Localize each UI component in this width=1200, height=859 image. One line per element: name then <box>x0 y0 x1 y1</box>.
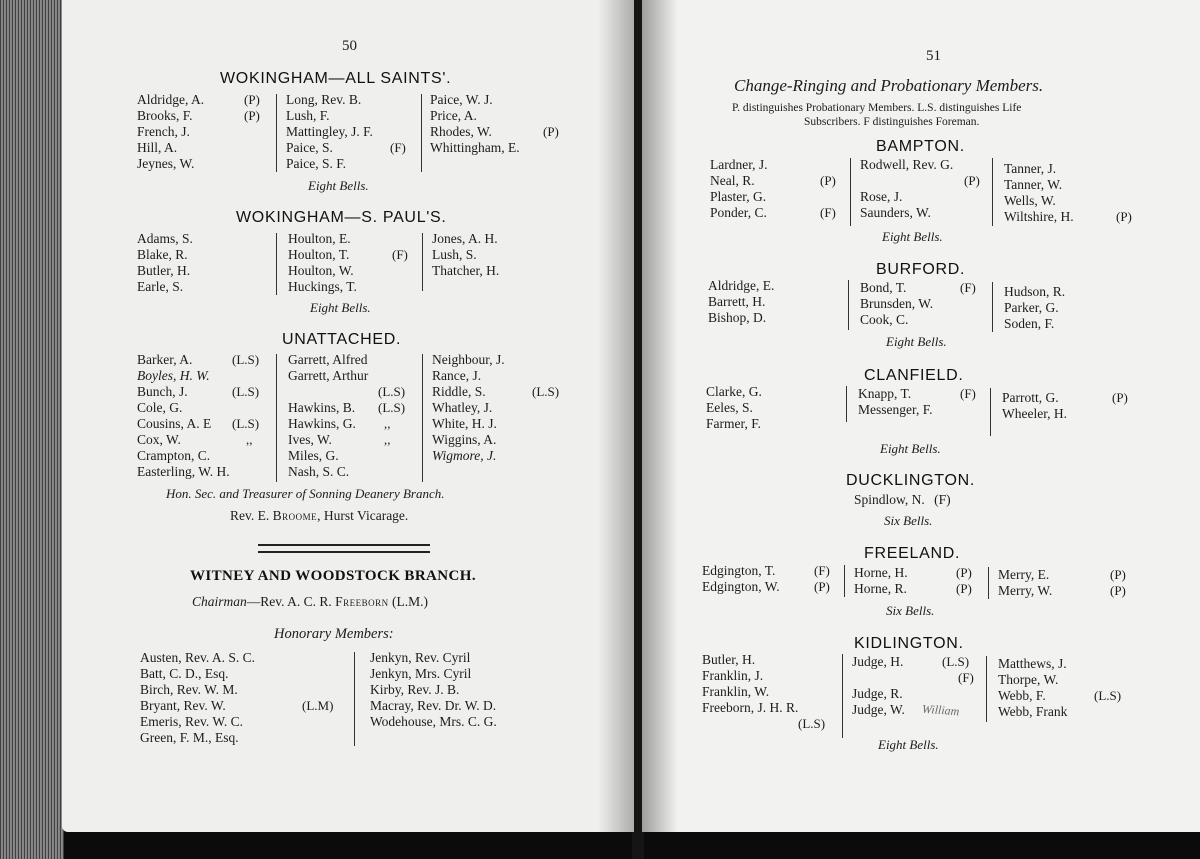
all-saints-col2 <box>286 92 373 172</box>
member-name: Thorpe, W. <box>998 672 1059 687</box>
bells-note: Eight Bells. <box>878 737 939 752</box>
member-name: Wells, W. <box>1004 193 1056 208</box>
member-name: Lardner, J. <box>710 157 768 172</box>
column-divider <box>986 656 987 722</box>
member-name: Freeborn, J. H. R. <box>702 700 799 715</box>
ducklington-member <box>854 492 951 508</box>
member-name: Judge, H. <box>852 654 904 669</box>
member-name: Plaster, G. <box>710 189 767 204</box>
column-divider <box>848 280 849 330</box>
column-divider <box>844 565 845 597</box>
member-name: Butler, H. <box>137 263 191 278</box>
member-name: Wheeler, H. <box>1002 406 1068 421</box>
freeland-col2 <box>854 565 908 597</box>
member-name: Bryant, Rev. W. <box>140 698 226 713</box>
section-title-kidlington: KIDLINGTON. <box>854 635 964 652</box>
column-divider <box>276 94 277 172</box>
member-name: White, H. J. <box>432 416 497 431</box>
member-name: Adams, S. <box>137 231 193 246</box>
unattached-col2-marks <box>378 384 405 448</box>
member-name: Cousins, A. E <box>137 416 212 431</box>
clanfield-col3-mark: (P) <box>1112 390 1128 405</box>
member-name: Garrett, Arthur <box>288 368 369 383</box>
all-saints-col3-mark: (P) <box>543 124 559 139</box>
left-page <box>62 0 634 832</box>
page-number-left: 50 <box>342 38 357 54</box>
column-divider <box>276 354 277 482</box>
member-name: Houlton, W. <box>288 263 354 278</box>
member-name: Ives, W. <box>288 432 332 447</box>
column-divider <box>850 158 851 226</box>
chairman-name-pre: —Rev. A. C. R. <box>246 594 332 609</box>
member-name: Hawkins, G. <box>288 416 356 431</box>
chairman-label: Chairman <box>192 594 247 609</box>
bampton-col1 <box>710 157 768 221</box>
member-name: Clarke, G. <box>706 384 762 399</box>
column-divider <box>992 282 993 332</box>
freeland-col2-marks <box>956 565 972 597</box>
member-name: Edgington, W. <box>702 579 780 594</box>
member-name: Aldridge, A. <box>137 92 205 107</box>
member-name: Emeris, Rev. W. C. <box>140 714 243 729</box>
member-name: Hawkins, B. <box>288 400 356 415</box>
hon-sec-note: Hon. Sec. and Treasurer of Sonning Deanery Branch. <box>166 486 445 501</box>
member-name: Parker, G. <box>1004 300 1059 315</box>
member-name: Matthews, J. <box>998 656 1067 671</box>
member-name: Soden, F. <box>1004 316 1055 331</box>
unattached-col3-mark: (L.S) <box>532 384 560 399</box>
hon-sec-name-pre: Rev. E. <box>230 508 270 523</box>
member-name: Lush, S. <box>432 247 477 262</box>
member-name: Nash, S. C. <box>288 464 350 479</box>
member-name: Rance, J. <box>432 368 482 383</box>
member-name: Barrett, H. <box>708 294 766 309</box>
honorary-col2 <box>370 650 497 730</box>
member-name: Miles, G. <box>288 448 339 463</box>
kidlington-col2-marks <box>942 654 974 686</box>
st-pauls-col3 <box>432 231 499 279</box>
member-mark: (P) <box>244 92 260 107</box>
member-name: Jeynes, W. <box>137 156 195 171</box>
member-name: Jenkyn, Mrs. Cyril <box>370 666 472 681</box>
page-number-right: 51 <box>926 48 941 64</box>
member-name: Barker, A. <box>137 352 193 367</box>
member-name: Webb, Frank <box>998 704 1068 719</box>
member-name: Wodehouse, Mrs. C. G. <box>370 714 497 729</box>
member-name: Kirby, Rev. J. B. <box>370 682 460 697</box>
unattached-col2 <box>288 352 368 480</box>
clanfield-col2 <box>858 386 933 418</box>
member-name: Thatcher, H. <box>432 263 500 278</box>
hon-sec-name <box>230 508 408 524</box>
kidlington-col3 <box>998 656 1067 720</box>
section-title-bampton: BAMPTON. <box>876 138 965 155</box>
member-name: Hill, A. <box>137 140 178 155</box>
freeland-col1-marks <box>814 563 830 595</box>
member-name: Easterling, W. H. <box>137 464 230 479</box>
column-divider <box>354 652 355 746</box>
member-name: Bishop, D. <box>708 310 767 325</box>
chairman-mark: (L.M.) <box>392 594 429 609</box>
chairman-surname: Freeborn <box>335 594 389 609</box>
kidlington-col3-mark: (L.S) <box>1094 688 1122 703</box>
member-name: Bunch, J. <box>137 384 188 399</box>
member-mark: (P) <box>244 108 260 123</box>
all-saints-col1-marks <box>244 92 260 124</box>
member-mark <box>232 400 259 416</box>
gutter-shadow-left <box>598 0 634 832</box>
member-name: Paice, W. J. <box>430 92 493 107</box>
section-title-ducklington: DUCKLINGTON. <box>846 472 976 489</box>
gutter-shadow-right <box>642 0 678 832</box>
member-name: Birch, Rev. W. M. <box>140 682 238 697</box>
member-name: French, J. <box>137 124 190 139</box>
member-mark: (F) <box>820 205 836 220</box>
member-name: Rose, J. <box>860 189 903 204</box>
section-title-unattached: UNATTACHED. <box>282 331 402 348</box>
member-mark: (L.S) <box>378 384 406 399</box>
honorary-col1-mark: (L.M) <box>302 698 334 713</box>
hon-sec-surname: Broome <box>272 508 318 523</box>
member-name: Crampton, C. <box>137 448 211 463</box>
burford-col3 <box>1004 284 1065 332</box>
member-mark: ,, <box>384 432 391 447</box>
clanfield-col3 <box>1002 390 1067 422</box>
member-name: Garrett, Alfred <box>288 352 368 367</box>
st-pauls-col2-mark: (F) <box>392 247 408 262</box>
member-name: Merry, E. <box>998 567 1050 582</box>
burford-col2 <box>860 280 933 328</box>
unattached-col1 <box>137 352 230 480</box>
member-mark: (P) <box>956 581 972 596</box>
member-name: Messenger, F. <box>858 402 933 417</box>
member-name: Blake, R. <box>137 247 188 262</box>
column-divider <box>988 567 989 599</box>
member-name: Tanner, J. <box>1004 161 1057 176</box>
member-name: Price, A. <box>430 108 477 123</box>
member-name: Franklin, W. <box>702 684 770 699</box>
handwritten-annotation: William <box>921 701 960 719</box>
member-name: Long, Rev. B. <box>286 92 362 107</box>
clanfield-col2-mark: (F) <box>960 386 976 401</box>
member-name: Neighbour, J. <box>432 352 505 367</box>
unattached-col3 <box>432 352 505 464</box>
bells-note: Six Bells. <box>884 513 933 528</box>
member-name: Wiggins, A. <box>432 432 497 447</box>
member-name: Macray, Rev. Dr. W. D. <box>370 698 497 713</box>
member-name: Jenkyn, Rev. Cyril <box>370 650 471 665</box>
bampton-col2 <box>860 157 953 221</box>
member-name <box>288 384 368 400</box>
section-title-burford: BURFORD. <box>876 261 966 278</box>
member-mark: (L.S) <box>232 416 260 431</box>
member-mark: ,, <box>246 432 253 447</box>
bells-note: Six Bells. <box>886 603 935 618</box>
member-name: Butler, H. <box>702 652 756 667</box>
st-pauls-col2 <box>288 231 357 295</box>
member-name: Farmer, F. <box>706 416 761 431</box>
member-mark: (F) <box>934 492 951 507</box>
member-name: Eeles, S. <box>706 400 753 415</box>
column-divider <box>990 388 991 436</box>
clanfield-col1 <box>706 384 762 432</box>
unattached-col1-marks <box>232 352 259 448</box>
member-name <box>860 173 953 189</box>
book-page-edges <box>0 0 64 859</box>
honorary-col1 <box>140 650 255 746</box>
member-name: Rodwell, Rev. G. <box>860 157 954 172</box>
column-divider <box>992 158 993 226</box>
member-mark: (L.S) <box>232 352 260 367</box>
section-title-wokingham-all-saints: WOKINGHAM—ALL SAINTS'. <box>220 70 452 87</box>
section-title-freeland: FREELAND. <box>864 545 961 562</box>
member-mark: (L.S) <box>232 384 260 399</box>
header-note-line1: P. distinguishes Probationary Members. L.S. distinguishes Life <box>732 102 1022 114</box>
member-mark <box>820 189 836 205</box>
member-name: Paice, S. <box>286 140 333 155</box>
member-name: Webb, F. <box>998 688 1046 703</box>
section-title-clanfield: CLANFIELD. <box>864 367 964 384</box>
all-saints-col1 <box>137 92 204 172</box>
member-name: Riddle, S. <box>432 384 486 399</box>
bells-note: Eight Bells. <box>308 178 369 193</box>
member-mark: (P) <box>1110 583 1126 598</box>
all-saints-col2-mark: (F) <box>390 140 406 155</box>
member-name: Houlton, T. <box>288 247 350 262</box>
member-name: Brooks, F. <box>137 108 193 123</box>
member-name: Bond, T. <box>860 280 907 295</box>
bampton-col2-mark: (P) <box>964 173 980 188</box>
member-name: Tanner, W. <box>1004 177 1063 192</box>
member-name: Paice, S. F. <box>286 156 347 171</box>
kidlington-col1 <box>702 652 798 716</box>
member-mark: (F) <box>958 670 974 685</box>
bampton-col3-mark: (P) <box>1116 209 1132 224</box>
member-name: Knapp, T. <box>858 386 912 401</box>
member-mark: (L.S) <box>942 654 970 669</box>
bampton-col1-marks <box>820 173 836 221</box>
column-divider <box>276 233 277 295</box>
column-divider <box>846 386 847 422</box>
column-divider <box>422 233 423 291</box>
bells-note: Eight Bells. <box>880 441 941 456</box>
member-name: Wiltshire, H. <box>1004 209 1074 224</box>
section-title-witney-woodstock: WITNEY AND WOODSTOCK BRANCH. <box>190 568 476 584</box>
member-name: Batt, C. D., Esq. <box>140 666 229 681</box>
member-name: Boyles, H. W. <box>137 368 210 383</box>
member-name: Ponder, C. <box>710 205 767 220</box>
burford-col1 <box>708 278 774 326</box>
member-name: Whatley, J. <box>432 400 493 415</box>
column-divider <box>842 654 843 738</box>
column-divider <box>421 94 422 172</box>
column-divider <box>422 354 423 482</box>
member-name: Horne, R. <box>854 581 907 596</box>
member-name: Judge, R. <box>852 686 903 701</box>
member-name <box>852 670 905 686</box>
member-name: Earle, S. <box>137 279 184 294</box>
freeland-col1 <box>702 563 780 595</box>
st-pauls-col1 <box>137 231 193 295</box>
member-name: Merry, W. <box>998 583 1053 598</box>
member-mark: (L.S) <box>378 400 406 415</box>
member-mark: (P) <box>1110 567 1126 582</box>
bampton-col3 <box>1004 161 1074 225</box>
freeland-col3 <box>998 567 1052 599</box>
member-mark: (P) <box>956 565 972 580</box>
member-name: Jones, A. H. <box>432 231 498 246</box>
section-title-wokingham-st-pauls: WOKINGHAM—S. PAUL'S. <box>236 209 447 226</box>
member-mark: ,, <box>384 416 391 431</box>
member-mark: (P) <box>814 579 830 594</box>
member-name: Edgington, T. <box>702 563 776 578</box>
hon-sec-address: , Hurst Vicarage. <box>317 508 409 523</box>
member-name: Judge, W. <box>852 702 905 717</box>
bells-note: Eight Bells. <box>886 334 947 349</box>
page-header-title: Change-Ringing and Probationary Members. <box>734 76 1044 95</box>
bells-note: Eight Bells. <box>882 229 943 244</box>
section-divider-rule <box>258 544 430 553</box>
member-name: Saunders, W. <box>860 205 931 220</box>
member-mark <box>232 368 259 384</box>
member-name: Aldridge, E. <box>708 278 775 293</box>
member-name: Brunsden, W. <box>860 296 934 311</box>
burford-col2-mark: (F) <box>960 280 976 295</box>
member-mark: (F) <box>814 563 830 578</box>
member-name: Cole, G. <box>137 400 183 415</box>
member-name: Wigmore, J. <box>432 448 497 463</box>
member-name: Lush, F. <box>286 108 330 123</box>
member-name: Neal, R. <box>710 173 755 188</box>
all-saints-col3 <box>430 92 520 156</box>
header-note-line2: Subscribers. F distinguishes Foreman. <box>804 116 980 128</box>
chairman-line <box>192 594 428 610</box>
member-name: Horne, H. <box>854 565 908 580</box>
member-name: Austen, Rev. A. S. C. <box>140 650 256 665</box>
kidlington-col1-mark: (L.S) <box>798 716 826 731</box>
member-name: Whittingham, E. <box>430 140 520 155</box>
member-name: Parrott, G. <box>1002 390 1059 405</box>
member-name: Rhodes, W. <box>430 124 492 139</box>
right-page <box>642 0 1200 832</box>
member-name: Green, F. M., Esq. <box>140 730 239 745</box>
member-name: Cook, C. <box>860 312 909 327</box>
member-mark: (P) <box>820 173 836 188</box>
member-name: Hudson, R. <box>1004 284 1066 299</box>
honorary-members-title: Honorary Members: <box>274 626 394 642</box>
member-name: Franklin, J. <box>702 668 764 683</box>
member-name: Houlton, E. <box>288 231 351 246</box>
member-name: Cox, W. <box>137 432 181 447</box>
kidlington-col2 <box>852 654 905 718</box>
member-name: Huckings, T. <box>288 279 357 294</box>
member-name: Spindlow, N. <box>854 492 925 507</box>
member-name: Mattingley, J. F. <box>286 124 373 139</box>
bells-note: Eight Bells. <box>310 300 371 315</box>
freeland-col3-marks <box>1110 567 1126 599</box>
